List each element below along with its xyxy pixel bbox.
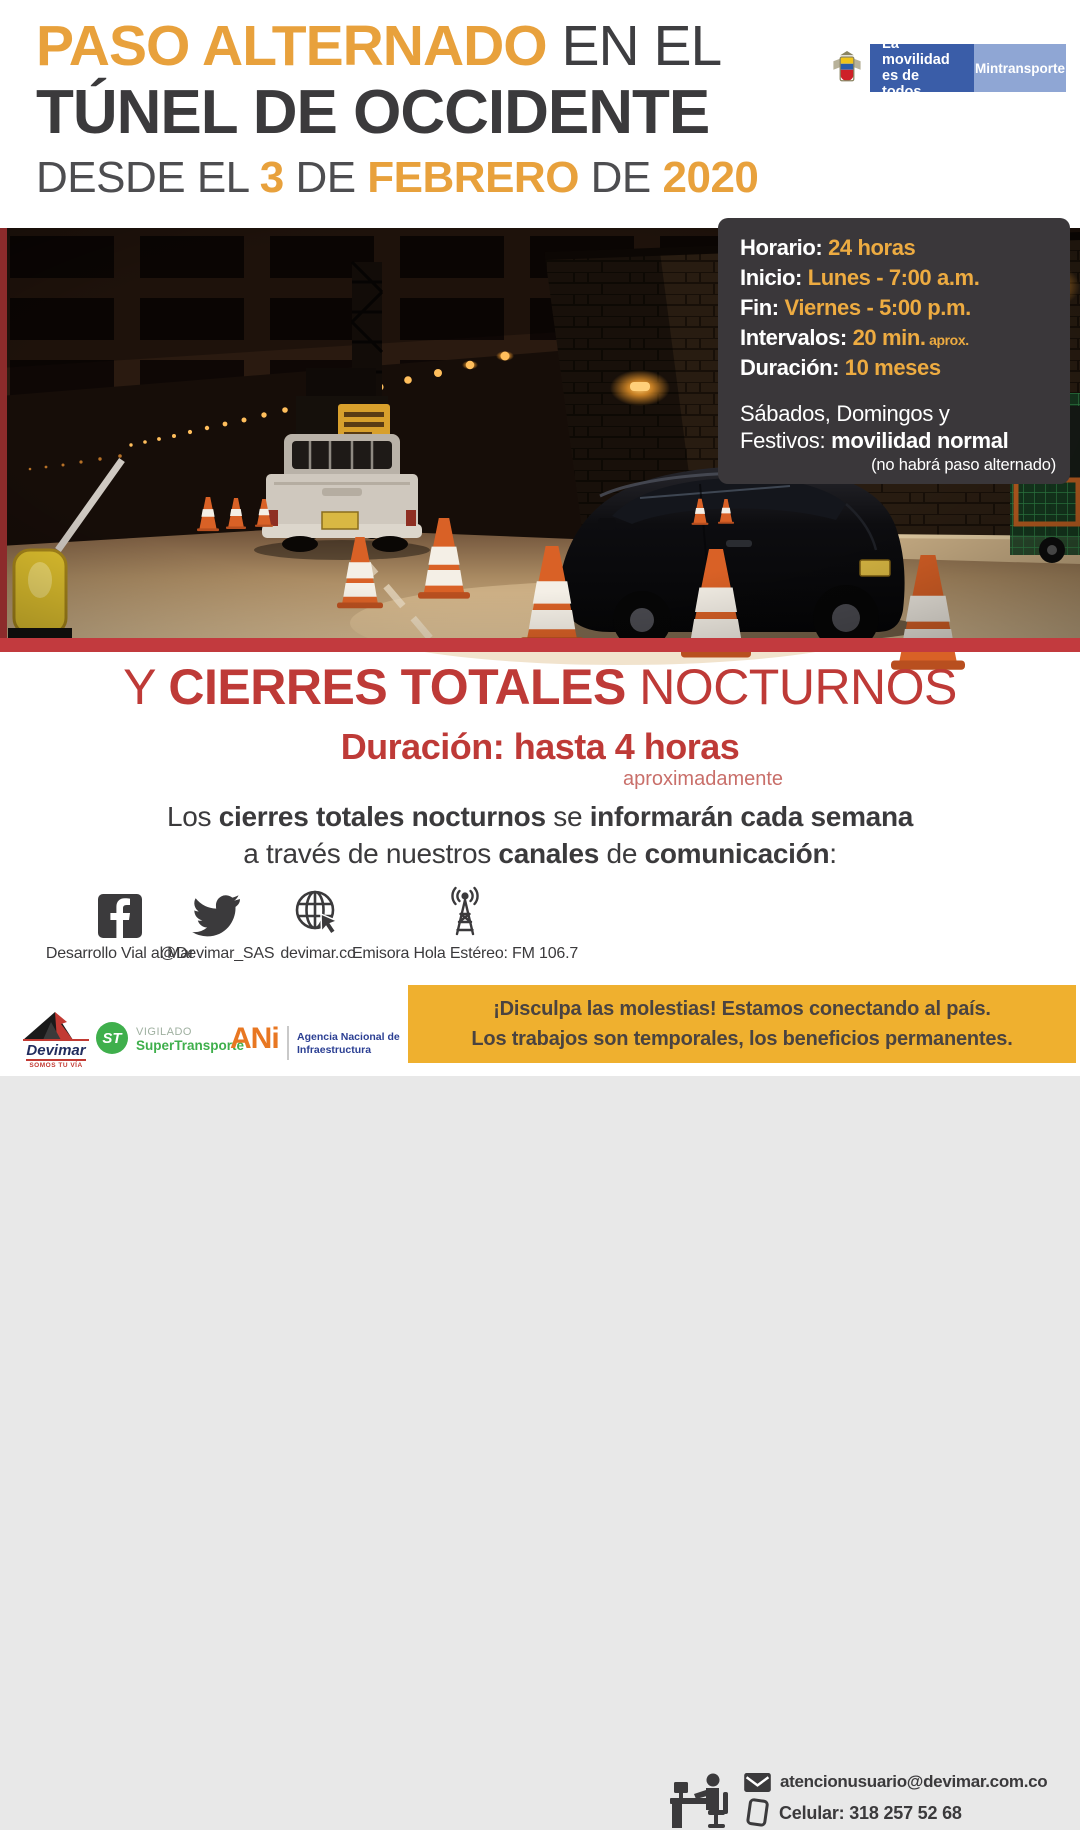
- contact-email: atencionusuario@devimar.com.co: [780, 1772, 1048, 1791]
- weekend-subnote: (no habrá paso alternado): [871, 456, 1056, 474]
- schedule-row: Intervalos: 20 min. aprox.: [740, 325, 969, 350]
- apology-notice: ¡Disculpa las molestias! Estamos conectando al país. Los trabajos son temporales, los beneficios permanentes.: [408, 985, 1076, 1063]
- schedule-row: Duración: 10 meses: [740, 355, 941, 380]
- devimar-wordmark: Devimar: [26, 1042, 86, 1059]
- devimar-tagline: SOMOS TU VÍA: [29, 1062, 83, 1069]
- envelope-icon: [744, 1773, 771, 1792]
- colombia-coat-of-arms-icon: [824, 44, 870, 92]
- photo-red-bottom-band: [0, 638, 1080, 652]
- mintransporte-label: Mintransporte: [974, 44, 1066, 92]
- gov-logo: [824, 36, 1066, 100]
- title-line2: TÚNEL DE OCCIDENTE: [36, 78, 710, 147]
- contact-block: [668, 1768, 1047, 1830]
- radio-label: Emisora Hola Estéreo: FM 106.7: [351, 945, 579, 962]
- schedule-card: [718, 218, 1070, 484]
- ani-label: Agencia Nacional de Infraestructura: [297, 1031, 400, 1056]
- schedule-row: Inicio: Lunes - 7:00 a.m.: [740, 265, 980, 290]
- title-line1: [36, 14, 758, 78]
- devimar-logo: [14, 1010, 98, 1069]
- gov-tagline: La movilidad es de todos: [870, 44, 974, 92]
- schedule-row: Fin: Viernes - 5:00 p.m.: [740, 295, 971, 320]
- twitter-label: @Devimar_SAS: [160, 945, 275, 962]
- channel-twitter: [160, 884, 275, 963]
- twitter-icon: [160, 884, 272, 938]
- supertransporte-badge-icon: ST: [96, 1022, 128, 1054]
- headline: [36, 14, 758, 206]
- title-date-line: DESDE EL 3 DE FEBRERO DE 2020: [36, 153, 759, 202]
- closures-title: Y CIERRES TOTALES NOCTURNOS: [123, 659, 957, 715]
- website-label: devimar.co: [280, 945, 356, 962]
- closures-duration: Duración: hasta 4 horas: [340, 726, 740, 767]
- closures-duration-note: aproximadamente: [622, 768, 784, 790]
- support-desk-icon: [668, 1768, 734, 1830]
- photo-red-left-border: [0, 228, 7, 638]
- devimar-mountain-icon: [21, 1010, 91, 1042]
- closures-info: Los cierres totales nocturnos se informarán cada semana a través de nuestros canales de comunicación:: [166, 801, 914, 869]
- supertransporte-label: VIGILADO SuperTransporte: [136, 1026, 245, 1053]
- schedule-row: Horario: 24 horas: [740, 235, 916, 260]
- title-rest: EN EL: [546, 14, 722, 78]
- channel-radio: [350, 884, 580, 963]
- ani-logo: ANi: [230, 1022, 279, 1055]
- weekend-note: Sábados, Domingos y Festivos: movilidad normal: [740, 401, 1009, 453]
- title-highlight: PASO ALTERNADO: [36, 14, 547, 78]
- radio-antenna-icon: [350, 884, 580, 938]
- mobile-phone-icon: [746, 1799, 770, 1827]
- facebook-label: Desarrollo Vial al Mar: [45, 945, 195, 962]
- contact-phone: Celular: 318 257 52 68: [779, 1802, 962, 1823]
- tunnel-photo: [0, 228, 1080, 652]
- ani-divider: [287, 1026, 289, 1060]
